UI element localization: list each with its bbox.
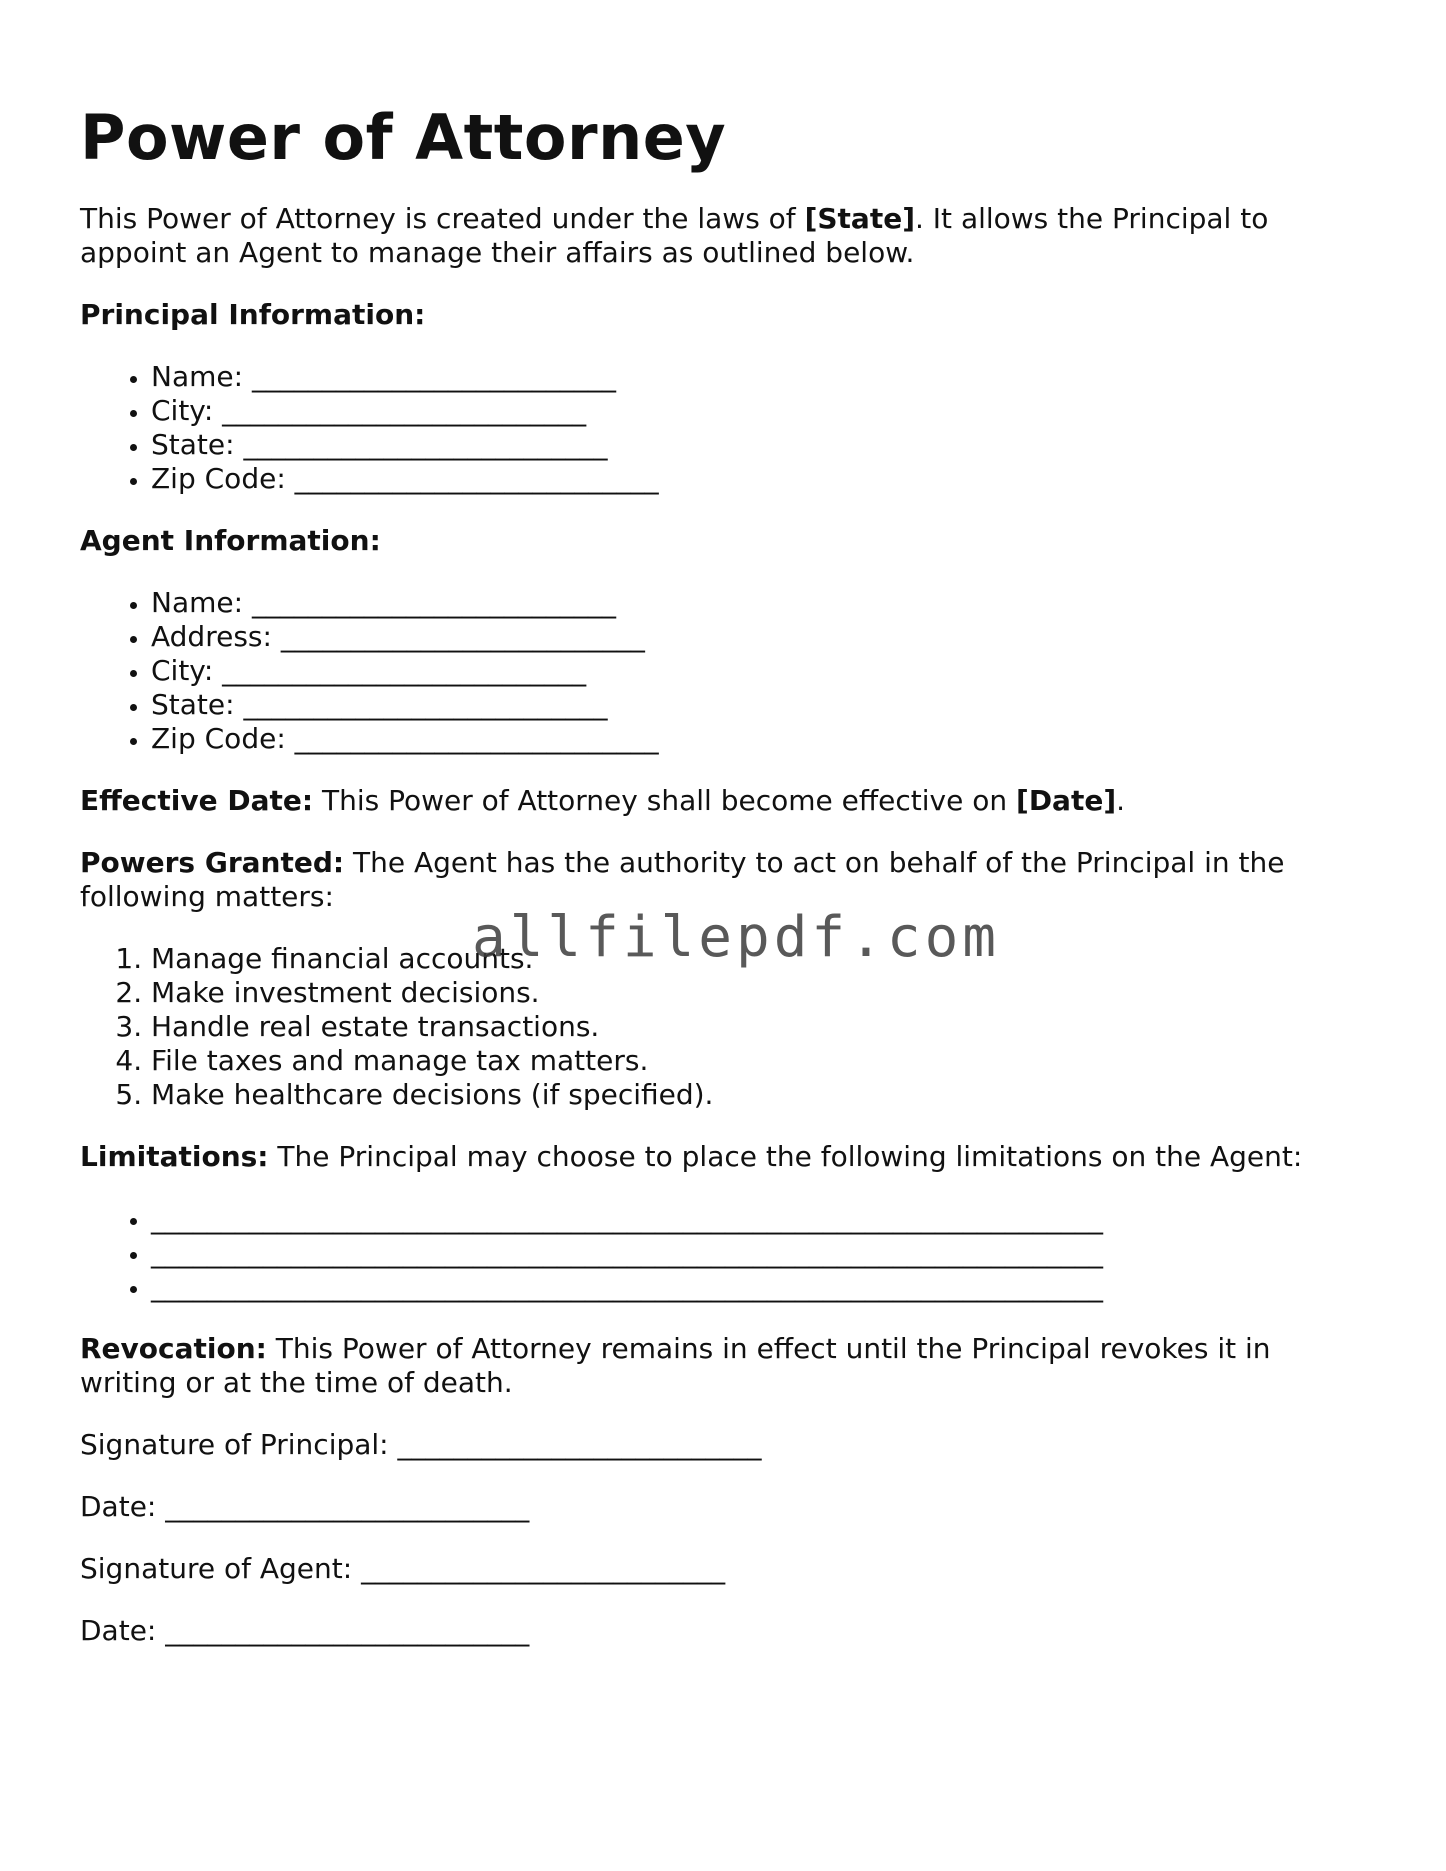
- revocation-text: This Power of Attorney remains in effect until the Principal revokes it in writing or at the time of death.: [80, 1332, 1271, 1399]
- limitations-text: The Principal may choose to place the following limitations on the Agent:: [268, 1140, 1303, 1173]
- document-page: [80, 100, 1370, 1648]
- page-title: Power of Attorney: [80, 101, 727, 174]
- agent-name-field[interactable]: • Name: __________________________: [151, 586, 1370, 620]
- effective-date-paragraph: [80, 784, 1370, 818]
- intro-text-before: This Power of Attorney is created under the laws of: [80, 202, 805, 235]
- limitations-list: [80, 1202, 1370, 1304]
- revocation-label: Revocation:: [80, 1332, 267, 1365]
- principal-date-line[interactable]: Date: __________________________: [80, 1490, 530, 1523]
- principal-zip-field[interactable]: • Zip Code: __________________________: [151, 462, 1370, 496]
- limitations-paragraph: [80, 1140, 1370, 1174]
- agent-state-field[interactable]: • State: __________________________: [151, 688, 1370, 722]
- principal-state-field[interactable]: • State: __________________________: [151, 428, 1370, 462]
- limitation-blank-line[interactable]: • ____________________________________________________________________: [151, 1270, 1370, 1304]
- principal-city-field[interactable]: • City: __________________________: [151, 394, 1370, 428]
- principal-signature-line[interactable]: Signature of Principal: __________________________: [80, 1428, 762, 1461]
- agent-info-list: [80, 586, 1370, 756]
- date-placeholder: [Date]: [1016, 784, 1117, 817]
- limitations-label: Limitations:: [80, 1140, 269, 1173]
- effective-date-label: Effective Date:: [80, 784, 314, 817]
- powers-granted-paragraph: [80, 846, 1370, 914]
- agent-info-heading: Agent Information:: [80, 524, 381, 557]
- limitation-blank-line[interactable]: • ____________________________________________________________________: [151, 1202, 1370, 1236]
- agent-address-field[interactable]: • Address: __________________________: [151, 620, 1370, 654]
- limitation-blank-line[interactable]: • ____________________________________________________________________: [151, 1236, 1370, 1270]
- watermark-text: allfilepdf.com: [472, 905, 1001, 970]
- effective-date-text: This Power of Attorney shall become effective on: [313, 784, 1017, 817]
- agent-signature-line[interactable]: Signature of Agent: __________________________: [80, 1552, 726, 1585]
- power-item: 1. Manage financial accounts.: [151, 942, 1370, 976]
- agent-zip-field[interactable]: • Zip Code: __________________________: [151, 722, 1370, 756]
- powers-granted-text: The Agent has the authority to act on behalf of the Principal in the following matters:: [80, 846, 1285, 913]
- revocation-paragraph: [80, 1332, 1370, 1400]
- principal-info-heading: Principal Information:: [80, 298, 426, 331]
- effective-date-end: .: [1116, 784, 1126, 817]
- state-placeholder: [State]: [804, 202, 915, 235]
- power-item: 2. Make investment decisions.: [151, 976, 1370, 1010]
- power-item: 3. Handle real estate transactions.: [151, 1010, 1370, 1044]
- power-item: 4. File taxes and manage tax matters.: [151, 1044, 1370, 1078]
- intro-text-after: . It allows the Principal to appoint an Agent to manage their affairs as outlined below.: [80, 202, 1269, 269]
- principal-info-list: [80, 360, 1370, 496]
- agent-city-field[interactable]: • City: __________________________: [151, 654, 1370, 688]
- intro-paragraph: [80, 202, 1370, 270]
- agent-date-line[interactable]: Date: __________________________: [80, 1614, 530, 1647]
- power-item: 5. Make healthcare decisions (if specified).: [151, 1078, 1370, 1112]
- principal-name-field[interactable]: • Name: __________________________: [151, 360, 1370, 394]
- powers-granted-label: Powers Granted:: [80, 846, 345, 879]
